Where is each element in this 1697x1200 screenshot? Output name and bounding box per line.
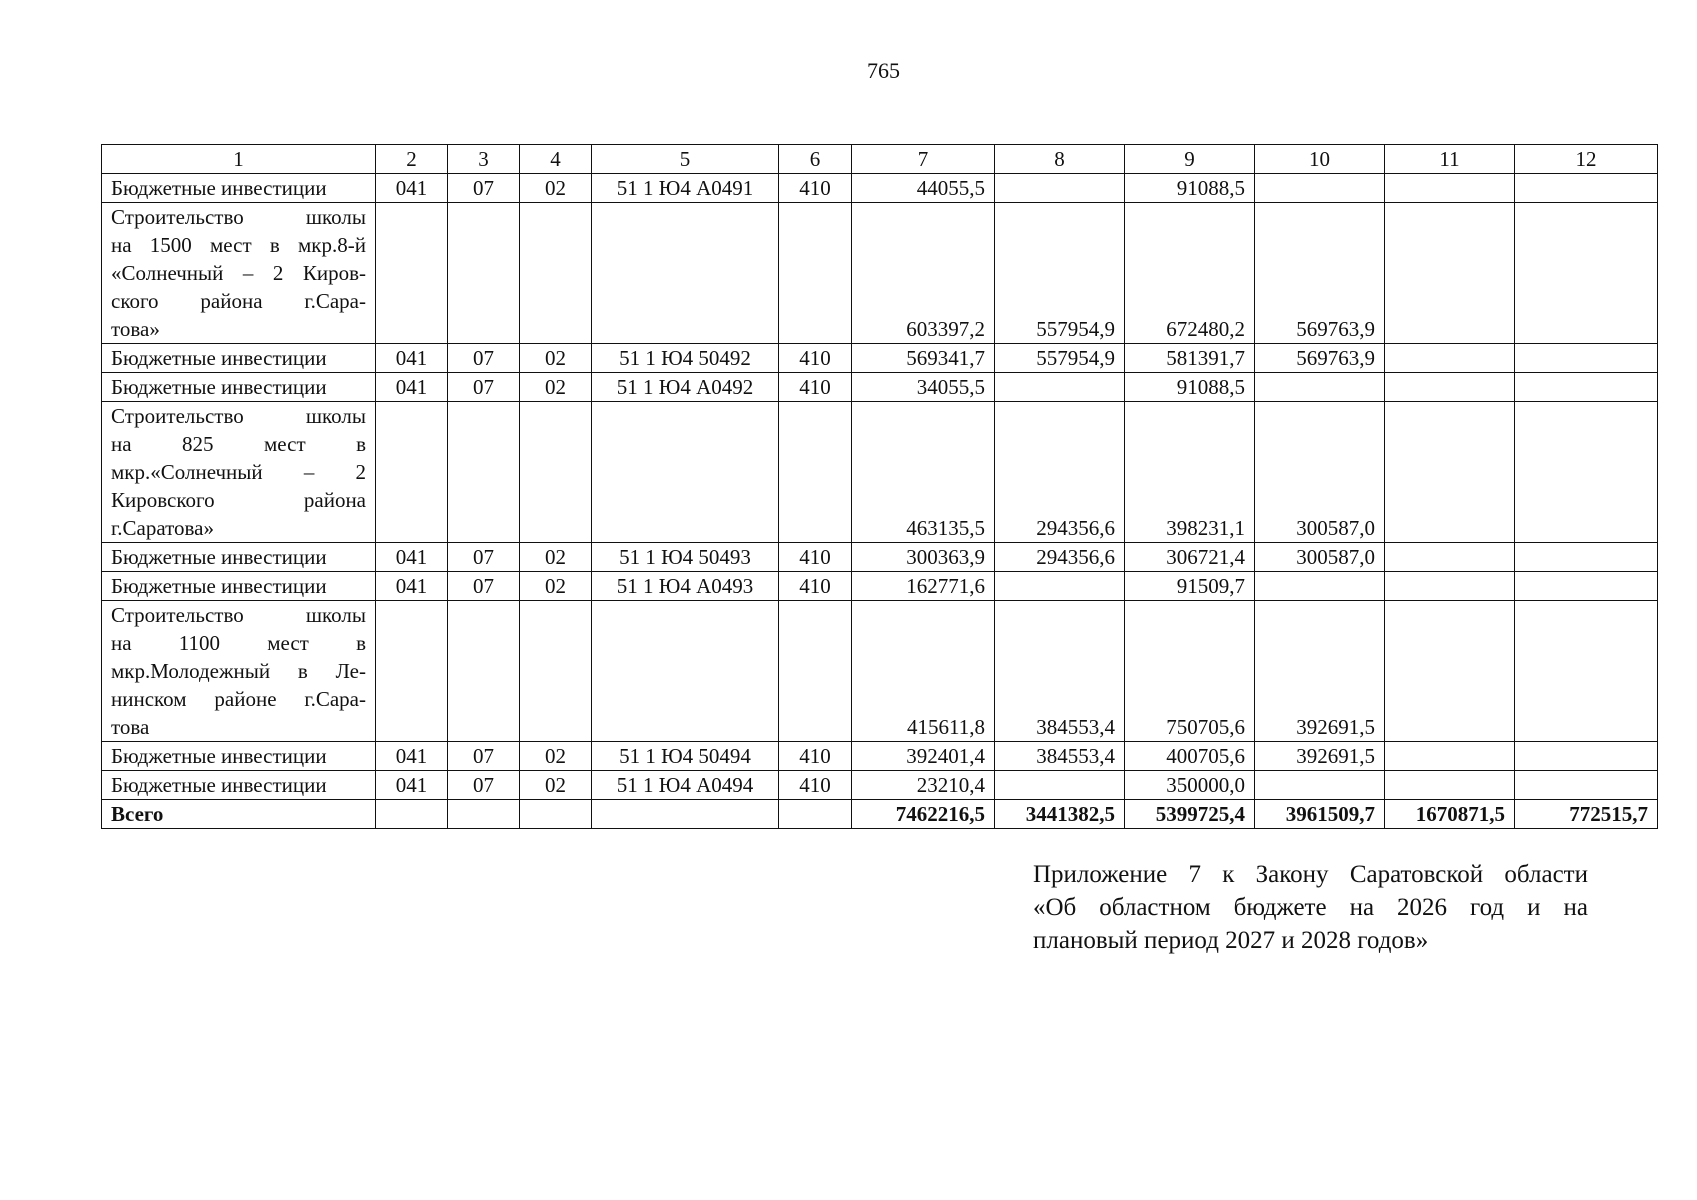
table-cell: 07 (448, 742, 520, 771)
table-cell: 294356,6 (995, 543, 1125, 572)
table-cell: 041 (376, 344, 448, 373)
row-name-line: на 1500 мест в мкр.8-й (111, 233, 366, 257)
table-cell (1385, 174, 1515, 203)
table-row (102, 771, 1658, 800)
table-row (102, 572, 1658, 601)
table-cell: 410 (779, 344, 852, 373)
page-number: 765 (867, 58, 900, 83)
table-cell (520, 601, 592, 742)
table-cell: 384553,4 (995, 601, 1125, 742)
appendix-line: Приложение 7 к Закону Саратовской области (1033, 861, 1588, 888)
table-cell (1385, 742, 1515, 771)
table-cell (1385, 373, 1515, 402)
total-cell (520, 800, 592, 829)
row-name-cell: Бюджетные инвестиции (102, 373, 376, 402)
table-cell: 07 (448, 543, 520, 572)
column-header: 7 (852, 145, 995, 174)
table-cell (448, 601, 520, 742)
table-cell (1515, 373, 1658, 402)
total-cell (592, 800, 779, 829)
table-cell: 91509,7 (1125, 572, 1255, 601)
total-cell: 5399725,4 (1125, 800, 1255, 829)
row-name-cell: Бюджетные инвестиции (102, 543, 376, 572)
table-cell: 398231,1 (1125, 402, 1255, 543)
row-name-cell (102, 601, 376, 742)
table-cell: 02 (520, 174, 592, 203)
table-cell: 041 (376, 771, 448, 800)
table-cell: 34055,5 (852, 373, 995, 402)
table-cell (995, 771, 1125, 800)
table-cell (1515, 203, 1658, 344)
appendix-line: плановый период 2027 и 2028 годов» (1033, 927, 1429, 954)
table-cell: 392691,5 (1255, 601, 1385, 742)
table-cell (1385, 572, 1515, 601)
table-cell: 02 (520, 344, 592, 373)
table-cell (592, 402, 779, 543)
column-header: 1 (102, 145, 376, 174)
row-name-line: Строительство школы (111, 205, 366, 229)
table-cell (376, 601, 448, 742)
column-header: 6 (779, 145, 852, 174)
table-row (102, 344, 1658, 373)
total-cell: 1670871,5 (1385, 800, 1515, 829)
table-cell (1255, 771, 1385, 800)
row-name-line: това (111, 715, 150, 739)
table-cell: 392691,5 (1255, 742, 1385, 771)
table-cell: 041 (376, 174, 448, 203)
table-cell: 07 (448, 174, 520, 203)
total-cell (376, 800, 448, 829)
row-name-line: Кировского района (111, 488, 366, 512)
table-cell: 569763,9 (1255, 203, 1385, 344)
total-label: Всего (102, 800, 376, 829)
table-cell: 23210,4 (852, 771, 995, 800)
row-name-cell: Бюджетные инвестиции (102, 771, 376, 800)
table-cell: 300587,0 (1255, 543, 1385, 572)
row-name-cell (102, 402, 376, 543)
table-row (102, 174, 1658, 203)
table-cell: 91088,5 (1125, 174, 1255, 203)
total-cell: 3441382,5 (995, 800, 1125, 829)
table-cell: 569341,7 (852, 344, 995, 373)
table-cell (1515, 572, 1658, 601)
table-cell (1385, 601, 1515, 742)
table-cell (1385, 771, 1515, 800)
table-row (102, 203, 1658, 344)
table-cell (1385, 402, 1515, 543)
table-cell (592, 601, 779, 742)
table-cell: 02 (520, 572, 592, 601)
table-cell (1515, 174, 1658, 203)
row-name-cell (102, 203, 376, 344)
column-header: 12 (1515, 145, 1658, 174)
table-cell (1515, 771, 1658, 800)
table-cell (448, 402, 520, 543)
table-cell (1385, 203, 1515, 344)
table-cell (779, 601, 852, 742)
row-name-cell: Бюджетные инвестиции (102, 742, 376, 771)
table-cell: 51 1 Ю4 А0494 (592, 771, 779, 800)
table-cell: 51 1 Ю4 50493 (592, 543, 779, 572)
total-cell (779, 800, 852, 829)
table-cell: 410 (779, 543, 852, 572)
table-cell: 294356,6 (995, 402, 1125, 543)
row-name-line: мкр.«Солнечный – 2 (111, 460, 366, 484)
row-name-line: г.Саратова» (111, 516, 214, 540)
table-cell: 410 (779, 174, 852, 203)
table-cell (1515, 402, 1658, 543)
table-cell: 300587,0 (1255, 402, 1385, 543)
table-cell: 041 (376, 742, 448, 771)
table-cell (520, 402, 592, 543)
table-cell: 300363,9 (852, 543, 995, 572)
table-cell (995, 373, 1125, 402)
row-name-line: това» (111, 317, 160, 341)
table-cell (995, 174, 1125, 203)
table-row (102, 543, 1658, 572)
table-cell: 557954,9 (995, 344, 1125, 373)
column-header: 4 (520, 145, 592, 174)
table-cell (779, 203, 852, 344)
table-row (102, 402, 1658, 543)
table-cell: 07 (448, 572, 520, 601)
table-cell: 410 (779, 373, 852, 402)
appendix-line: «Об областном бюджете на 2026 год и на (1033, 894, 1588, 921)
table-row (102, 601, 1658, 742)
table-cell: 463135,5 (852, 402, 995, 543)
table-cell: 410 (779, 771, 852, 800)
total-row (102, 800, 1658, 829)
table-cell (1255, 373, 1385, 402)
total-cell: 772515,7 (1515, 800, 1658, 829)
table-cell: 44055,5 (852, 174, 995, 203)
row-name-line: мкр.Молодежный в Ле- (111, 659, 366, 683)
table-header-row (102, 145, 1658, 174)
table-cell: 750705,6 (1125, 601, 1255, 742)
table-cell (376, 203, 448, 344)
table-cell: 392401,4 (852, 742, 995, 771)
table-cell: 350000,0 (1125, 771, 1255, 800)
table-cell (779, 402, 852, 543)
row-name-line: Строительство школы (111, 404, 366, 428)
table-cell: 07 (448, 373, 520, 402)
column-header: 3 (448, 145, 520, 174)
row-name-cell: Бюджетные инвестиции (102, 572, 376, 601)
table-cell: 672480,2 (1125, 203, 1255, 344)
table-cell: 557954,9 (995, 203, 1125, 344)
table-cell: 02 (520, 742, 592, 771)
table-cell: 384553,4 (995, 742, 1125, 771)
column-header: 10 (1255, 145, 1385, 174)
table-cell (995, 572, 1125, 601)
column-header: 5 (592, 145, 779, 174)
table-cell (520, 203, 592, 344)
table-cell (1515, 742, 1658, 771)
table-cell (1255, 174, 1385, 203)
table-cell: 041 (376, 373, 448, 402)
table-cell: 415611,8 (852, 601, 995, 742)
table-cell: 51 1 Ю4 50494 (592, 742, 779, 771)
table-cell (376, 402, 448, 543)
total-cell: 3961509,7 (1255, 800, 1385, 829)
table-cell: 041 (376, 543, 448, 572)
table-cell: 400705,6 (1125, 742, 1255, 771)
table-cell: 51 1 Ю4 А0492 (592, 373, 779, 402)
row-name-cell: Бюджетные инвестиции (102, 174, 376, 203)
table-cell: 041 (376, 572, 448, 601)
table-cell: 603397,2 (852, 203, 995, 344)
row-name-line: «Солнечный – 2 Киров- (111, 261, 366, 285)
column-header: 9 (1125, 145, 1255, 174)
table-cell: 410 (779, 572, 852, 601)
table-cell: 306721,4 (1125, 543, 1255, 572)
row-name-line: Строительство школы (111, 603, 366, 627)
column-header: 8 (995, 145, 1125, 174)
table-cell: 02 (520, 543, 592, 572)
table-cell (1255, 572, 1385, 601)
table-cell (448, 203, 520, 344)
table-cell (1385, 543, 1515, 572)
table-cell: 162771,6 (852, 572, 995, 601)
row-name-cell: Бюджетные инвестиции (102, 344, 376, 373)
total-cell (448, 800, 520, 829)
table-cell: 581391,7 (1125, 344, 1255, 373)
table-cell: 91088,5 (1125, 373, 1255, 402)
column-header: 2 (376, 145, 448, 174)
table-cell (592, 203, 779, 344)
row-name-line: ского района г.Сара- (111, 289, 366, 313)
row-name-line: нинском районе г.Сара- (111, 687, 366, 711)
table-cell: 410 (779, 742, 852, 771)
row-name-line: на 825 мест в (111, 432, 366, 456)
column-header: 11 (1385, 145, 1515, 174)
table-cell: 51 1 Ю4 А0493 (592, 572, 779, 601)
table-cell: 02 (520, 771, 592, 800)
table-cell (1515, 344, 1658, 373)
table-row (102, 373, 1658, 402)
appendix-note (1033, 858, 1588, 957)
table-cell (1385, 344, 1515, 373)
row-name-line: на 1100 мест в (111, 631, 366, 655)
table-cell (1515, 601, 1658, 742)
table-cell: 569763,9 (1255, 344, 1385, 373)
table-cell: 07 (448, 344, 520, 373)
table-cell: 02 (520, 373, 592, 402)
table-cell: 51 1 Ю4 50492 (592, 344, 779, 373)
total-cell: 7462216,5 (852, 800, 995, 829)
table-cell (1515, 543, 1658, 572)
budget-table (101, 144, 1658, 829)
table-cell: 51 1 Ю4 А0491 (592, 174, 779, 203)
table-row (102, 742, 1658, 771)
table-cell: 07 (448, 771, 520, 800)
